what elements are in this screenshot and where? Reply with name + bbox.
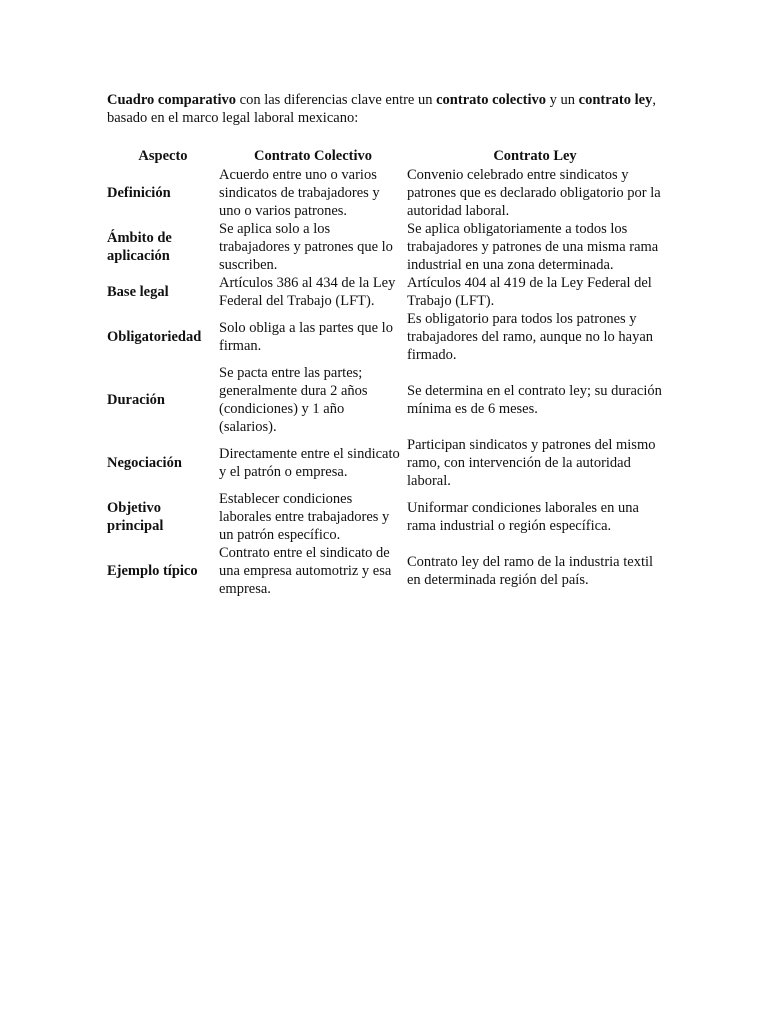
row-colectivo: Artículos 386 al 434 de la Ley Federal del Trabajo (LFT). [219, 275, 396, 309]
table-row [107, 490, 663, 544]
table-row [107, 310, 663, 364]
row-ley: Uniformar condiciones laborales en una rama industrial o región específica. [407, 500, 639, 534]
row-ley: Se determina en el contrato ley; su duración mínima es de 6 meses. [407, 383, 662, 417]
table-row [107, 364, 663, 436]
comparison-table [107, 146, 663, 598]
intro-text-3: , basado en el marco legal laboral mexicano: [107, 92, 656, 126]
intro-bold-ley: contrato ley [578, 92, 653, 108]
header-contrato-colectivo: Contrato Colectivo [254, 148, 372, 164]
row-ley: Contrato ley del ramo de la industria textil en determinada región del país. [407, 554, 654, 588]
row-ley: Es obligatorio para todos los patrones y trabajadores del ramo, aunque no lo hayan firmado. [407, 311, 654, 363]
table-row [107, 220, 663, 274]
row-aspect: Ámbito de aplicación [107, 230, 172, 264]
intro-text-2: y un [546, 92, 579, 108]
intro-text-1: con las diferencias clave entre un [236, 92, 437, 108]
header-aspecto: Aspecto [138, 148, 188, 164]
intro-paragraph [107, 91, 663, 127]
row-colectivo: Se aplica solo a los trabajadores y patrones que lo suscriben. [219, 221, 393, 273]
row-colectivo: Acuerdo entre uno o varios sindicatos de trabajadores y uno o varios patrones. [219, 167, 380, 219]
row-colectivo: Se pacta entre las partes; generalmente dura 2 años (condiciones) y 1 año (salarios). [219, 365, 368, 435]
row-colectivo: Solo obliga a las partes que lo firman. [219, 320, 393, 354]
row-ley: Participan sindicatos y patrones del mismo ramo, con intervención de la autoridad laboral. [407, 437, 656, 489]
row-colectivo: Establecer condiciones laborales entre trabajadores y un patrón específico. [219, 491, 390, 543]
row-aspect: Obligatoriedad [107, 329, 202, 345]
intro-bold-cuadro: Cuadro comparativo [107, 92, 237, 108]
row-ley: Artículos 404 al 419 de la Ley Federal del Trabajo (LFT). [407, 275, 652, 309]
header-contrato-ley: Contrato Ley [493, 148, 577, 164]
row-colectivo: Contrato entre el sindicato de una empresa automotriz y esa empresa. [219, 545, 392, 597]
intro-bold-colectivo: contrato colectivo [436, 92, 547, 108]
table-row [107, 544, 663, 598]
row-aspect: Ejemplo típico [107, 563, 198, 579]
table-header-row [107, 146, 663, 166]
table-row [107, 274, 663, 310]
table-row [107, 166, 663, 220]
row-aspect: Duración [107, 392, 165, 408]
row-aspect: Objetivo principal [107, 500, 164, 534]
row-ley: Convenio celebrado entre sindicatos y patrones que es declarado obligatorio por la autoridad laboral. [407, 167, 661, 219]
row-aspect: Base legal [107, 284, 169, 300]
row-aspect: Negociación [107, 455, 182, 471]
table-row [107, 436, 663, 490]
row-aspect: Definición [107, 185, 171, 201]
document-page [107, 91, 663, 598]
row-colectivo: Directamente entre el sindicato y el patrón o empresa. [219, 446, 400, 480]
row-ley: Se aplica obligatoriamente a todos los trabajadores y patrones de una misma rama industrial en una zona determinada. [407, 221, 659, 273]
